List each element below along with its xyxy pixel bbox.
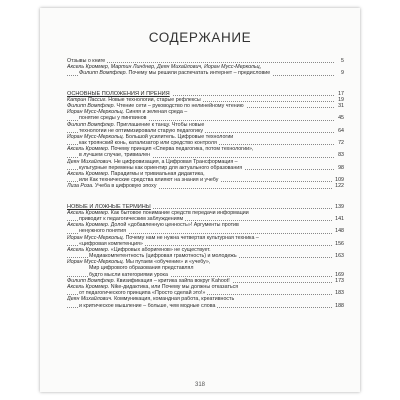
toc-entry-title: Долой «добавленную ценность»! Аргументы против	[109, 222, 239, 229]
toc-entry-author: Деян Михайлович.	[67, 158, 113, 165]
toc-entry-author: Аксель Кроммер.	[67, 284, 110, 290]
toc-entry	[67, 70, 344, 76]
toc-entry-page: 188	[335, 302, 344, 309]
toc-entry-title: или Как технические средства влияют на знания и учебу	[79, 177, 219, 184]
toc-entry-page: 148	[335, 228, 344, 235]
toc-entry-title: Синяя и зеленая среда –	[124, 109, 188, 116]
book-page	[40, 8, 360, 392]
toc-entry-text	[89, 265, 195, 271]
toc-entry-author: Филипп Вомпфлер.	[67, 277, 116, 284]
toc-entry-author: Йоран Мусс-Меркольц.	[67, 133, 125, 140]
toc-entry-author: Филипп Вомпфлер.	[67, 102, 116, 109]
toc-entry-page: 31	[338, 102, 344, 109]
toc-entry-author: Аксель Кроммер.	[67, 246, 110, 253]
toc-entry-page: 9	[341, 70, 344, 77]
toc-entry-text	[67, 109, 189, 115]
toc-entry-title: Как бытовое понимание средств передачи информации	[109, 209, 249, 216]
toc-entry-text	[67, 210, 251, 216]
toc-entry-title: Мы путаем «обучение» и «учебу»,	[124, 259, 211, 266]
toc-entry-title: Не цифровизация, а Цифровая Трансформация –	[112, 158, 238, 165]
toc-entry-text	[79, 140, 219, 146]
toc-entry-title: ненужного понятия	[79, 228, 127, 235]
toc-entry-page: 5	[341, 58, 344, 64]
toc-entry-text	[79, 165, 244, 171]
toc-entry-text	[79, 241, 145, 247]
toc-entry-title: Почему принцип «Сперва педагогика, потом технологии»,	[109, 146, 254, 153]
toc-entry-author: Лиза Роза.	[67, 183, 94, 190]
toc-entry-author: Йоран Мусс-Меркольц.	[67, 259, 125, 266]
toc-entry-page: 45	[338, 115, 344, 122]
toc-entry-page: 122	[335, 183, 344, 190]
toc-entry-title: понятие среды у пингвинов	[79, 115, 147, 122]
toc-entry-page: 72	[338, 140, 344, 147]
toc-entry-text	[67, 103, 246, 109]
toc-entry-title: Медиакомпетентность (цифровая грамотность) и молодежь	[89, 253, 237, 260]
toc-entry-author: Аксель Кроммер, Мартин Линднер, Деян Михайлович, Йоран Мусс-Меркольц,	[67, 64, 262, 71]
toc-entry-author: Аксель Кроммер.	[67, 171, 110, 177]
toc-entry-text	[79, 290, 207, 296]
toc-entry-author: Филипп Вомпфлер.	[79, 70, 128, 77]
toc-entry-title: Почему мы решили распечатать интернет – предисловие	[127, 70, 271, 77]
toc-entry-author: Йоран Мусс-Меркольц.	[67, 109, 125, 116]
toc-entry-text	[89, 272, 170, 278]
toc-entry-author: Аксель Кроммер.	[67, 146, 110, 153]
toc-entry-text	[67, 278, 232, 284]
toc-entry-page: 98	[338, 164, 344, 171]
toc-entry-title: Учеба в цифровую эпоху	[93, 183, 157, 190]
toc-entry-title: НОВЫЕ И ЛОЖНЫЕ ТЕРМИНЫ	[67, 203, 151, 210]
toc-entry-title: Квизификация – критика хайпа вокруг Kahoot!	[115, 277, 230, 284]
toc-entry-text	[67, 204, 153, 210]
section-gap	[67, 190, 344, 204]
toc-entry-text	[67, 296, 236, 302]
toc-entry-page: 109	[335, 177, 344, 184]
toc-entry-title: культурные перемены как ориентир для актуального образования	[79, 164, 243, 171]
toc-entry-text	[79, 228, 128, 234]
toc-entry	[67, 183, 344, 189]
toc-entry-text	[67, 146, 255, 152]
toc-entry-text	[67, 171, 207, 177]
toc-entry-title: Чтение сети – руководство по нелинейному чтению	[115, 102, 244, 109]
toc-entry-text	[67, 58, 107, 64]
toc-entry-text	[79, 70, 272, 76]
page-title: СОДЕРЖАНИЕ	[148, 30, 252, 45]
toc-entry-title: Мир цифрового образования представлял	[89, 265, 194, 272]
toc-entry-page: 169	[335, 271, 344, 278]
toc-entry-title: технологии не оптимизировали старую педагогику	[79, 127, 204, 134]
toc-entry-title: ОСНОВНЫЕ ПОЛОЖЕНИЯ И ПРЕНИЯ	[67, 90, 170, 97]
toc-entry-title: как троянский конь, катализатор или средство контроля	[79, 140, 217, 147]
toc-entry-text	[67, 259, 212, 265]
toc-entry-text	[89, 253, 239, 259]
toc-entry-text	[67, 134, 235, 140]
toc-entry-text	[67, 247, 213, 253]
toc-entry-page: 17	[338, 90, 344, 97]
toc-entry-page: 83	[338, 152, 344, 159]
toc-entry-title: Коммуникация, командная работа, креативность	[112, 296, 235, 303]
toc-entry-author: Аксель Кроммер.	[67, 222, 110, 229]
toc-entry-author: Катрин Пассиг.	[67, 96, 107, 103]
toc-entry-author: Филипп Вомпфлер.	[67, 121, 116, 128]
toc-entry-title: в лучшем случае, тривиален	[79, 152, 151, 159]
toc-entry-title: и критическое мышление – больше, чем модные слова	[79, 302, 216, 309]
toc-entry-text	[67, 183, 158, 189]
toc-entry-text	[67, 122, 206, 128]
toc-entry-title: «цифровая компетенция»	[79, 240, 143, 247]
toc-entry-author: Деян Михайлович.	[67, 296, 113, 303]
toc-entry-text	[67, 284, 240, 290]
dot-leader	[67, 62, 334, 63]
toc-entry-page: 64	[338, 127, 344, 134]
toc-entry-text	[79, 216, 185, 222]
toc-entry-title: Приглашение к танцу. Чтобы новые	[115, 121, 205, 128]
toc-entry-author: Аксель Кроммер.	[67, 209, 110, 216]
toc-entry-text	[79, 177, 220, 183]
toc-entry-title: Новые технологии, старые рефлексы	[106, 96, 201, 103]
toc-entry-text	[79, 128, 205, 134]
table-of-contents	[67, 58, 344, 309]
toc-entry-title: Nike-дидактика, или Почему мы должны отказаться	[109, 284, 239, 290]
toc-entry-text	[79, 152, 152, 158]
toc-entry-text	[79, 303, 217, 309]
toc-entry-title: Почему нам не нужна четвертая культурная техника –	[124, 234, 259, 241]
toc-entry-text	[79, 115, 148, 121]
toc-entry-page: 141	[335, 215, 344, 222]
toc-entry-text	[67, 235, 261, 241]
toc-entry-page: 163	[335, 253, 344, 260]
section-gap	[67, 77, 344, 91]
toc-entry-text	[67, 97, 203, 103]
toc-entry-text	[67, 91, 172, 97]
toc-entry-title: Большой усилитель. Цифровые технологии	[124, 133, 234, 140]
toc-entry-title: приводит к педагогическим заблуждениям	[79, 215, 184, 222]
toc-entry-text	[67, 222, 241, 228]
toc-entry-page: 19	[338, 96, 344, 103]
toc-entry-title: от педагогического принципа «Просто сделай это!»	[79, 290, 206, 297]
toc-entry-title: будто мысли категориями урока	[89, 271, 168, 278]
toc-entry-title: Парадигмы и тривиальная дидактика,	[109, 171, 205, 177]
page-number: 318	[194, 382, 205, 388]
toc-entry-page: 139	[335, 203, 344, 210]
toc-entry-page: 156	[335, 240, 344, 247]
toc-entry-title: «Цифровых аборигенов» не существует.	[109, 246, 211, 253]
toc-entry-page: 183	[335, 290, 344, 297]
toc-entry-author: Йоран Мусс-Меркольц.	[67, 234, 125, 241]
toc-entry-text	[67, 64, 263, 70]
toc-entry	[67, 303, 344, 309]
toc-entry-title: Отзывы о книге	[67, 58, 106, 64]
toc-entry-text	[67, 159, 240, 165]
toc-entry-page: 173	[335, 277, 344, 284]
